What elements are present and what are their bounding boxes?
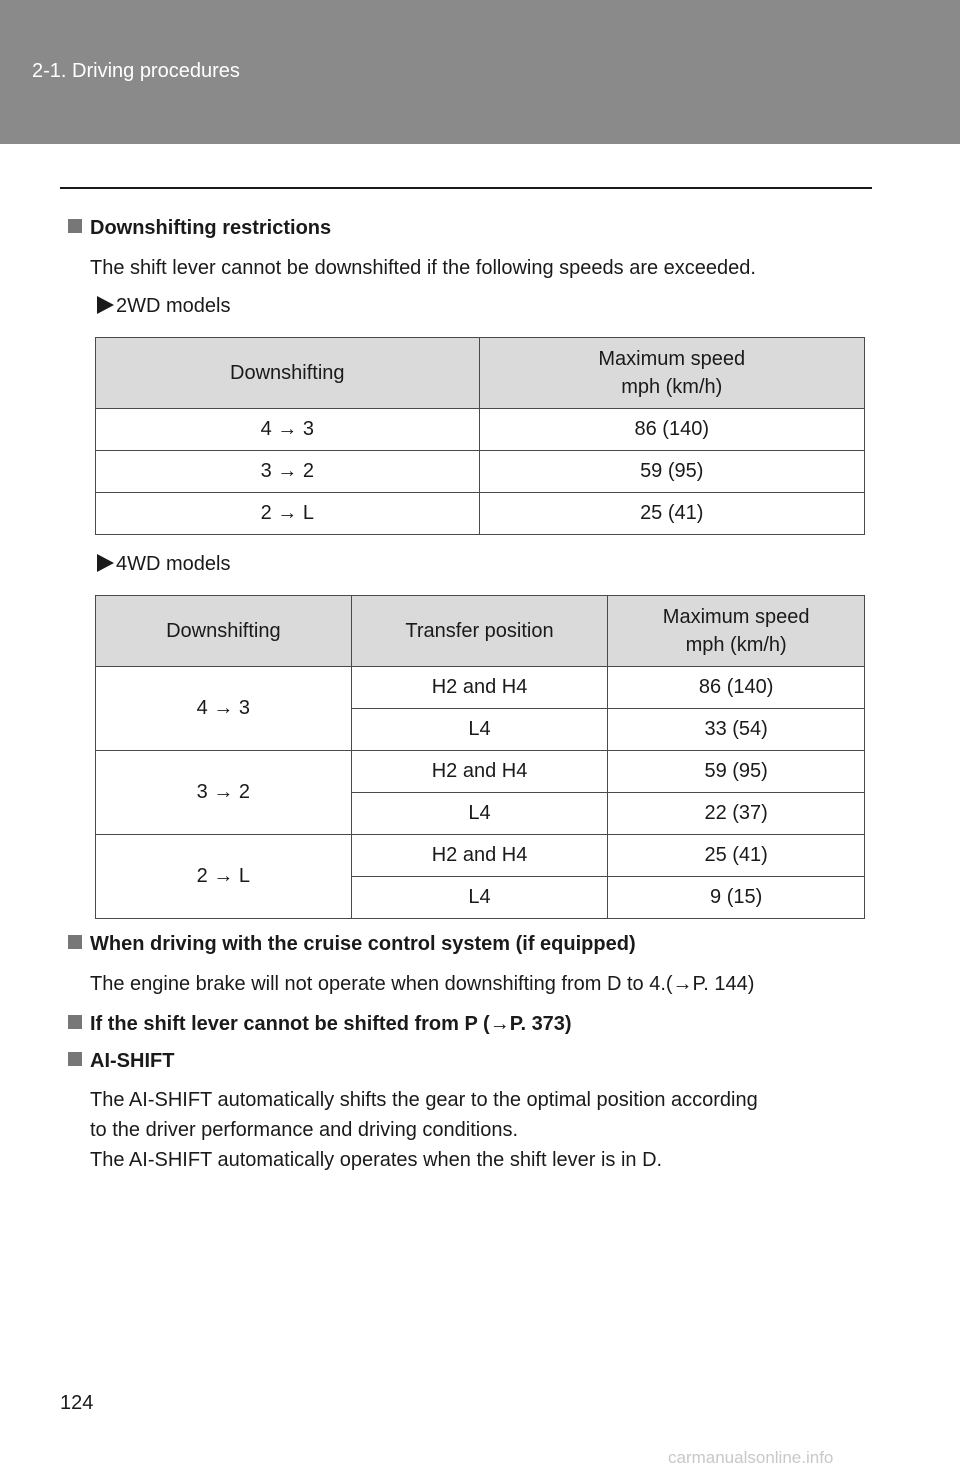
triangle-bullet-icon <box>97 296 114 314</box>
column-header-max-speed: Maximum speed mph (km/h) <box>479 338 864 409</box>
speed-cell: 25 (41) <box>608 835 865 877</box>
downshift-cell: 3 → 2 <box>96 451 480 493</box>
two-wd-label: 2WD models <box>97 295 230 318</box>
column-header-downshifting: Downshifting <box>96 338 480 409</box>
header-rule <box>60 187 872 189</box>
downshift-cell: 4 → 3 <box>96 409 480 451</box>
triangle-bullet-icon <box>97 554 114 572</box>
table-row <box>96 751 865 793</box>
page-number: 124 <box>60 1392 94 1414</box>
table-row <box>96 493 865 535</box>
ai-shift-line: The AI-SHIFT automatically shifts the gear to the optimal position according <box>90 1089 758 1111</box>
speed-cell: 59 (95) <box>608 751 865 793</box>
transfer-position-cell: L4 <box>351 793 608 835</box>
four-wd-table <box>95 595 865 919</box>
square-bullet-icon <box>68 219 82 233</box>
column-header-transfer-position: Transfer position <box>351 596 608 667</box>
ai-shift-body <box>90 1085 880 1175</box>
watermark: carmanualsonline.info <box>668 1448 834 1467</box>
column-header-downshifting: Downshifting <box>96 596 352 667</box>
speed-cell: 25 (41) <box>479 493 864 535</box>
header-band <box>0 0 960 144</box>
speed-cell: 86 (140) <box>608 667 865 709</box>
transfer-position-cell: L4 <box>351 877 608 919</box>
table-row <box>96 835 865 877</box>
table-header-row <box>96 596 865 667</box>
square-bullet-icon <box>68 1015 82 1029</box>
ai-shift-line: to the driver performance and driving conditions. <box>90 1119 519 1141</box>
speed-cell: 86 (140) <box>479 409 864 451</box>
section-title: 2-1. Driving procedures <box>32 60 240 82</box>
speed-cell: 22 (37) <box>608 793 865 835</box>
transfer-position-cell: H2 and H4 <box>351 835 608 877</box>
speed-cell: 33 (54) <box>608 709 865 751</box>
transfer-position-cell: H2 and H4 <box>351 667 608 709</box>
four-wd-label: 4WD models <box>97 553 230 576</box>
downshift-cell: 2 → L <box>96 493 480 535</box>
downshift-cell: 4 → 3 <box>96 667 352 751</box>
downshifting-heading: Downshifting restrictions <box>68 217 331 240</box>
two-wd-table <box>95 337 865 535</box>
speed-cell: 59 (95) <box>479 451 864 493</box>
downshifting-body: The shift lever cannot be downshifted if the following speeds are exceeded. <box>90 257 756 279</box>
downshift-cell: 2 → L <box>96 835 352 919</box>
cruise-body: The engine brake will not operate when downshifting from D to 4.(→P. 144) <box>90 973 755 995</box>
square-bullet-icon <box>68 935 82 949</box>
downshift-cell: 3 → 2 <box>96 751 352 835</box>
table-row <box>96 451 865 493</box>
cruise-heading: When driving with the cruise control system (if equipped) <box>68 933 636 956</box>
ai-shift-line: The AI-SHIFT automatically operates when the shift lever is in D. <box>90 1149 663 1171</box>
transfer-position-cell: H2 and H4 <box>351 751 608 793</box>
table-header-row <box>96 338 865 409</box>
speed-cell: 9 (15) <box>608 877 865 919</box>
shift-p-heading: If the shift lever cannot be shifted from P (→P. 373) <box>68 1013 572 1036</box>
table-row <box>96 409 865 451</box>
square-bullet-icon <box>68 1052 82 1066</box>
column-header-max-speed: Maximum speed mph (km/h) <box>608 596 865 667</box>
transfer-position-cell: L4 <box>351 709 608 751</box>
table-row <box>96 667 865 709</box>
ai-shift-heading: AI-SHIFT <box>68 1050 174 1073</box>
